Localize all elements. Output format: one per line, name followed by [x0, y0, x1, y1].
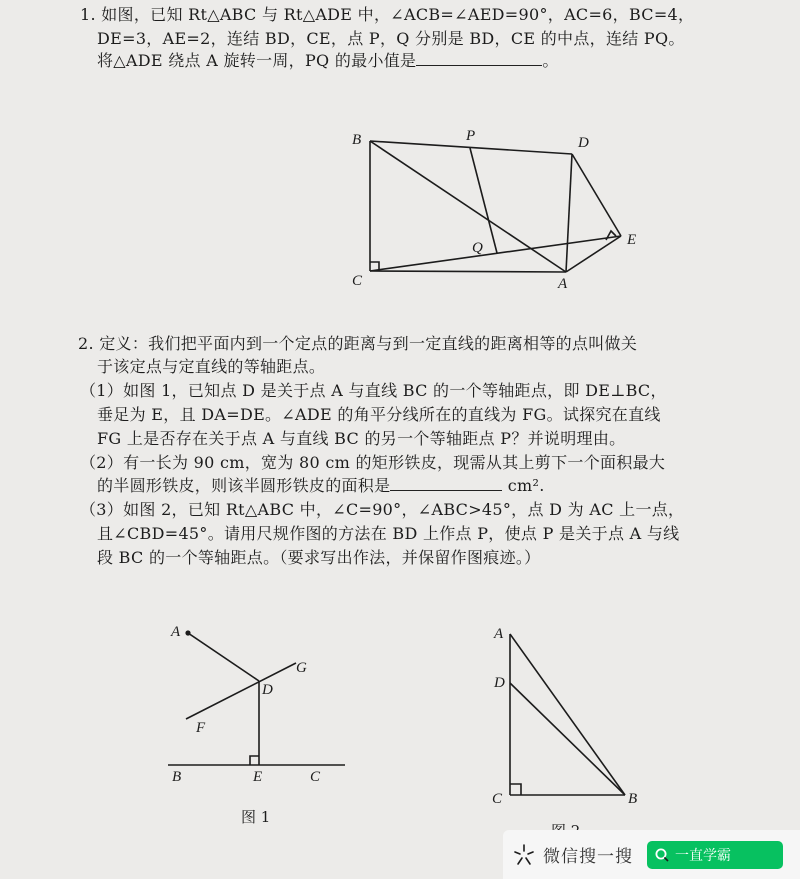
- q2-line-1: 2. 定义：我们把平面内到一个定点的距离与到一定直线的距离相等的点叫做关: [78, 334, 638, 353]
- q1-line-2: DE=3，AE=2，连结 BD，CE，点 P，Q 分别是 BD，CE 的中点，连结 PQ。: [97, 29, 685, 48]
- label-q: Q: [472, 240, 483, 256]
- fig2-label-b: B: [628, 791, 638, 807]
- fig1-label-e: E: [253, 769, 263, 785]
- search-button[interactable]: [647, 841, 783, 869]
- fig2-label-c: C: [492, 791, 503, 807]
- q2-part1-line-3: FG 上是否存在关于点 A 与直线 BC 的另一个等轴距点 P？并说明理由。: [97, 429, 626, 448]
- q2-part3-line-3: 段 BC 的一个等轴距点。（要求写出作法，并保留作图痕迹。）: [97, 548, 541, 567]
- fig1-label-f: F: [196, 720, 206, 736]
- q1-line-3-text: 将△ADE 绕点 A 旋转一周，PQ 的最小值是: [97, 51, 417, 70]
- fig2-label-a: A: [494, 626, 504, 642]
- q1-line-3-end: 。: [542, 51, 559, 70]
- q2-part1-line-2: 垂足为 E，且 DA=DE。∠ADE 的角平分线所在的直线为 FG。试探究在直线: [97, 405, 661, 424]
- label-d: D: [578, 135, 589, 151]
- label-b: B: [352, 132, 362, 148]
- label-p: P: [466, 128, 476, 144]
- fig1-label-c: C: [310, 769, 321, 785]
- q2-part1-line-1: （1）如图 1，已知点 D 是关于点 A 与直线 BC 的一个等轴距点，即 DE⊥BC，: [80, 381, 667, 400]
- q2-part2-line-1: （2）有一长为 90 cm，宽为 80 cm 的矩形铁皮，现需从其上剪下一个面积最大: [80, 453, 666, 472]
- q2-part3-line-2: 且∠CBD=45°。请用尺规作图的方法在 BD 上作点 P，使点 P 是关于点 A 与线: [97, 524, 680, 543]
- segment-ab: [510, 634, 625, 795]
- label-a: A: [558, 276, 568, 292]
- label-e: E: [627, 232, 637, 248]
- q1-line-1: 1. 如图，已知 Rt△ABC 与 Rt△ADE 中，∠ACB=∠AED=90°，AC=6，BC=4，: [80, 5, 695, 24]
- fig1-label-d: D: [262, 682, 273, 698]
- label-c: C: [352, 273, 363, 289]
- q2-part2-line-2-text: 的半圆形铁皮，则该半圆形铁皮的面积是: [97, 476, 391, 495]
- segment-db: [510, 683, 625, 795]
- wechat-search-icon: [511, 842, 537, 868]
- q2-part2-unit: cm².: [507, 476, 545, 495]
- right-angle-c-fig2: [510, 784, 521, 795]
- wechat-search-text: 微信搜一搜: [543, 847, 633, 867]
- search-icon: [655, 848, 669, 862]
- fig1-label-a: A: [171, 624, 181, 640]
- fig2-label-d: D: [494, 675, 505, 691]
- q2-line-2: 于该定点与定直线的等轴距点。: [97, 357, 326, 376]
- fig1-label-g: G: [296, 660, 307, 676]
- wechat-search-watermark[interactable]: [503, 830, 800, 879]
- search-button-label: 一直学霸: [675, 847, 731, 864]
- fig1-label-b: B: [172, 769, 182, 785]
- q2-part3-line-1: （3）如图 2，已知 Rt△ABC 中，∠C=90°，∠ABC>45°，点 D 为 AC 上一点，: [80, 500, 685, 519]
- figure-1-caption: 图 1: [241, 808, 271, 826]
